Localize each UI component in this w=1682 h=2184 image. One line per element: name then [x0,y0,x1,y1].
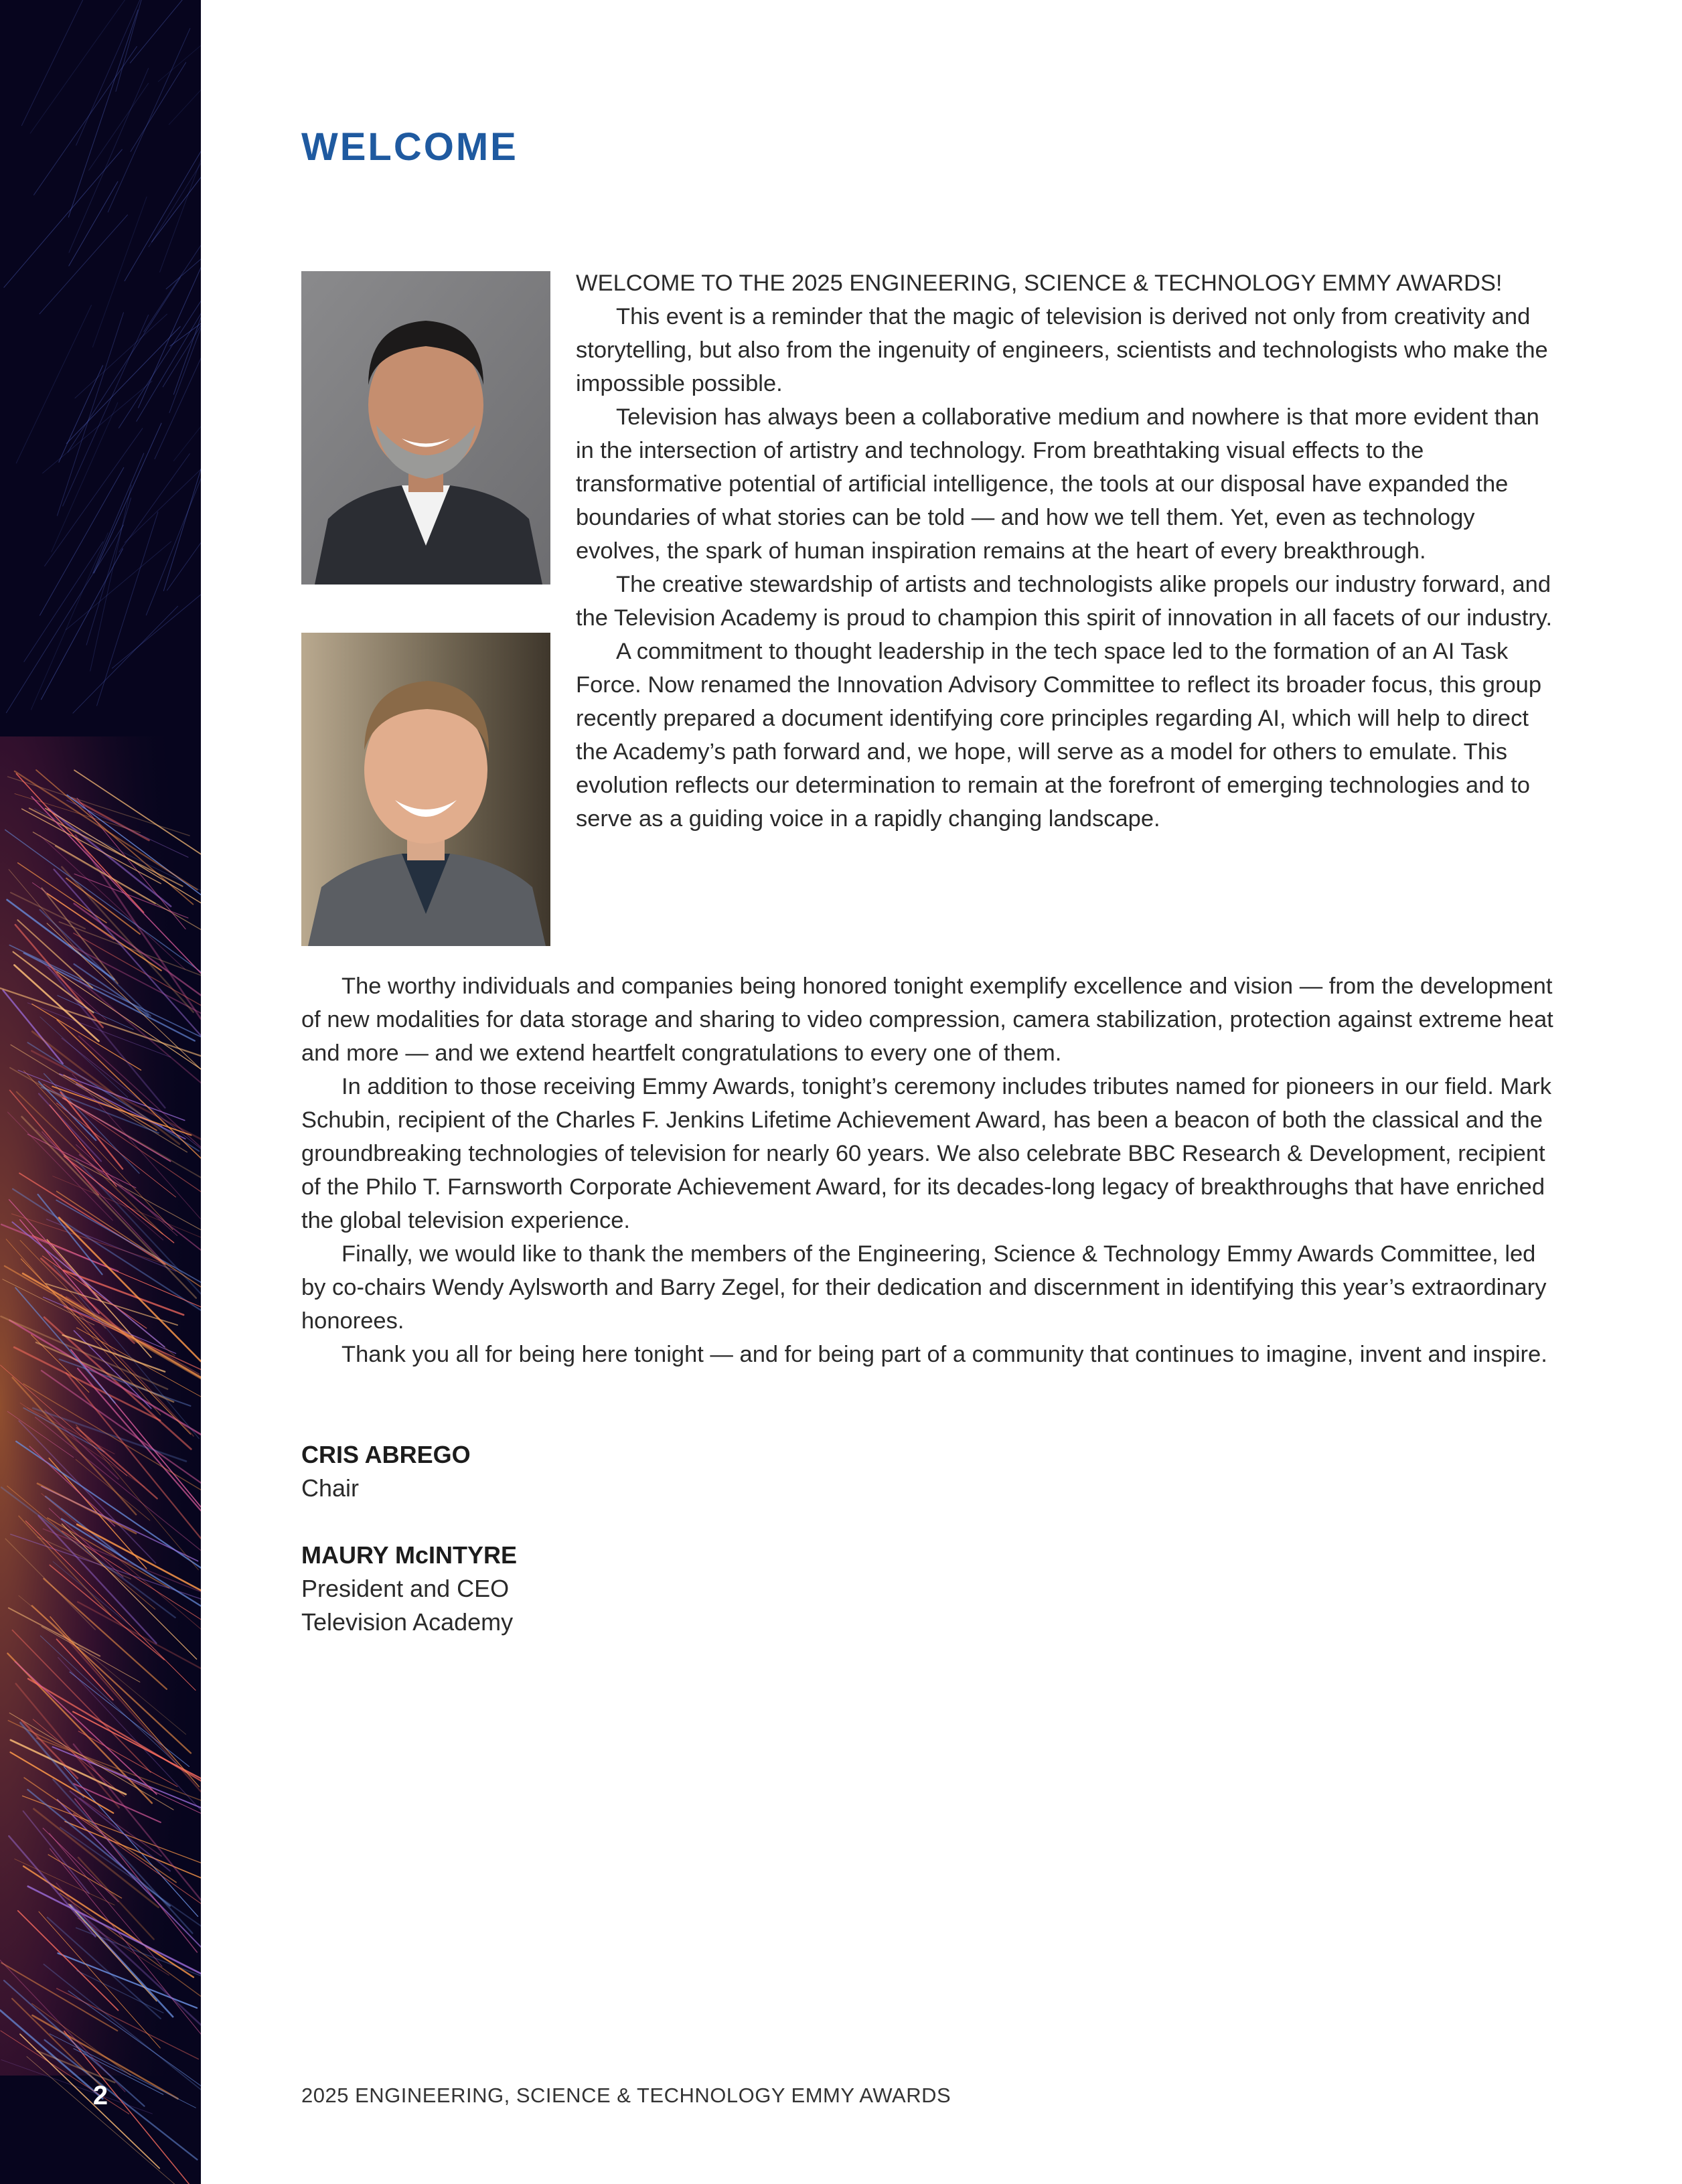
letter-paragraph: Thank you all for being here tonight — and for being part of a community that continues to imagine, invent and inspire. [341,1342,1547,1367]
light-streak [73,606,178,713]
letter-paragraph: The creative stewardship of artists and technologists alike propels our industry forward, and the Television Academy is proud to champion this spirit of innovation in all facets of our industry. [576,572,1553,631]
light-streak [112,568,201,669]
light-streak [24,542,103,661]
page-footer: 2025 ENGINEERING, SCIENCE & TECHNOLOGY EMMY AWARDS [301,2084,951,2107]
portrait-photo-cris-abrego [301,271,550,584]
signer-name: CRIS ABREGO [301,1441,471,1468]
light-streak [146,416,201,615]
signer-title: President and CEO [301,1575,510,1602]
light-streak [40,215,127,314]
portrait-photo-maury-mcintyre [301,633,550,946]
light-streak [166,198,201,289]
light-streak [108,28,190,212]
light-streak [167,435,201,591]
light-streak [125,456,201,542]
light-streak [163,392,201,591]
light-streak [163,244,201,387]
letter-lower-column [301,969,1560,1371]
light-streak [16,305,91,463]
light-streak [68,278,180,453]
signer-name: MAURY McINTYRE [301,1541,518,1569]
light-streak [94,423,161,573]
decorative-side-band [0,0,201,2184]
letter-paragraph: In addition to those receiving Emmy Awards, tonight’s ceremony includes tributes named for pioneers in our field. Mark Schubin, recipient of the Charles F. Jenkins Lifetime Achievement Award, has been a beacon of both the classical and the groundbreaking technologies of television for nearly 60 years. We also celebrate BBC Research & Development, recipient of the Philo T. Farnsworth Corporate Achievement Award, for its decades-long legacy of breakthroughs that have enriched the global television experience. [301,1074,1552,1233]
fiber-optic-light-streaks [0,0,201,2184]
signer-organization: Television Academy [301,1608,514,1636]
signer-cris-abrego [301,1438,1105,1505]
light-streak [160,133,201,272]
signer-title: Chair [301,1474,360,1502]
light-streak [75,314,167,398]
light-streak [169,17,201,125]
light-streak [6,525,123,712]
light-streak [93,453,144,573]
light-streak [43,381,152,473]
light-streak [131,62,186,151]
light-streak [158,0,201,82]
light-streak [149,74,201,247]
letter-heading: WELCOME TO THE 2025 ENGINEERING, SCIENCE & TECHNOLOGY EMMY AWARDS! [576,270,1503,296]
light-streak [63,315,149,506]
light-streak [130,0,201,63]
letter-upper-column [576,266,1560,836]
letter-paragraph: Finally, we would like to thank the members of the Engineering, Science & Technology Emmy Awards Committee, led by co-chairs Wendy Aylsworth and Barry Zegel, for their dedication and discernment in identifying this year’s extraordinary honorees. [301,1241,1547,1334]
light-streak [144,186,201,331]
signer-maury-mcintyre [301,1539,1105,1639]
light-streak [66,327,180,444]
light-streak [31,533,108,710]
light-streak [41,549,123,700]
light-streak [76,0,169,145]
light-streak [59,366,103,462]
light-streak [21,0,100,126]
light-streak [86,498,131,645]
light-streak [66,542,171,630]
light-streak [137,223,201,421]
letter-paragraph: This event is a reminder that the magic of television is derived not only from creativity and storytelling, but also from the ingenuity of engineers, scientists and technologists who make the impossible possible. [576,304,1548,396]
light-streak [90,485,131,672]
letter-paragraph: Television has always been a collaborative medium and nowhere is that more evident than in the intersection of artistry and technology. From breathtaking visual effects to the transformative potential of artificial intelligence, the tools at our disposal have expanded the boundaries of what stories can be told — and how we tell them. Yet, even as technology evolves, the spark of human inspiration remains at the heart of every breakthrough. [576,404,1539,564]
page-number: 2 [92,2081,108,2110]
signature-block [301,1438,1105,1672]
letter-paragraph: The worthy individuals and companies being honored tonight exemplify excellence and vision — from the development of new modalities for data storage and sharing to video compression, camera stabilization, protection against extreme heat and more — and we extend heartfelt congratulations to every one of them. [301,973,1553,1066]
letter-paragraph: A commitment to thought leadership in the tech space led to the formation of an AI Task Force. Now renamed the Innovation Advisory Committee to reflect its broader focus, this group recently prepared a document identifying core principles regarding AI, which will help to direct the Academy’s path forward and, we hope, will serve as a model for others to emulate. This evolution reflects our determination to remain at the forefront of emerging technologies and to serve as a guiding voice in a rapidly changing landscape. [576,639,1542,832]
light-streak [152,134,201,242]
page-title: WELCOME [301,125,518,169]
light-streak [27,2057,201,2184]
light-streak [116,0,169,91]
